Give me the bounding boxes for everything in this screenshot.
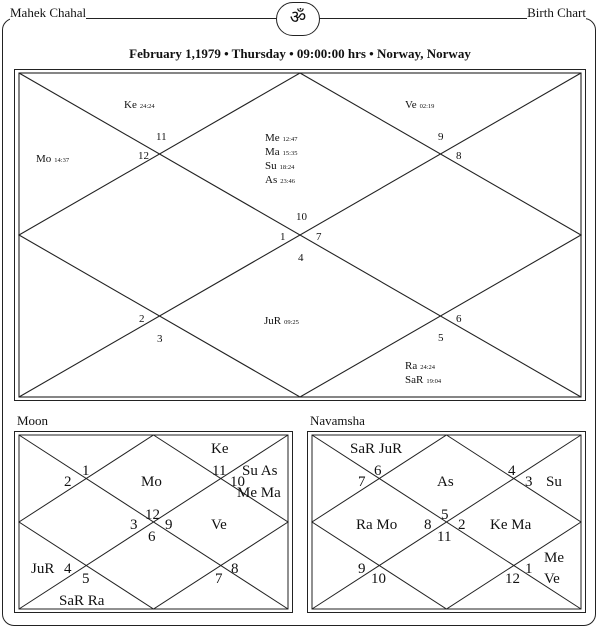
house-number: 5	[438, 332, 444, 344]
planet-ma: Ma 15:35	[265, 146, 298, 158]
house-number: 3	[525, 474, 533, 490]
house-number: 8	[456, 150, 462, 162]
house-number: 12	[505, 571, 520, 587]
planet-label: Me Ma	[237, 485, 281, 501]
planet-mo: Mo 14:37	[36, 153, 70, 165]
house-number: 7	[215, 571, 223, 587]
planet-label: Ra Mo	[356, 517, 398, 533]
house-number: 2	[458, 517, 466, 533]
house-number: 1	[525, 561, 533, 577]
planet-label: Ve	[544, 571, 560, 587]
house-number: 7	[358, 474, 366, 490]
moon-chart-title: Moon	[17, 413, 49, 428]
planet-label: Su	[546, 474, 562, 490]
birth-details: February 1,1979 • Thursday • 09:00:00 hrs • Norway, Norway	[129, 46, 471, 61]
navamsha-chart-title: Navamsha	[310, 413, 365, 428]
house-number: 5	[441, 507, 449, 523]
house-number: 10	[371, 571, 386, 587]
house-number: 6	[456, 313, 462, 325]
house-number: 5	[82, 571, 90, 587]
planet-jur: JuR 09:25	[264, 315, 299, 327]
planet-as: As 23:46	[265, 174, 296, 186]
planet-label: Ke	[211, 441, 229, 457]
house-number: 8	[424, 517, 432, 533]
planet-label: SaR Ra	[59, 593, 105, 609]
native-name: Mahek Chahal	[10, 5, 87, 20]
planet-label: Su As	[242, 463, 278, 479]
house-number: 2	[64, 474, 72, 490]
house-number: 4	[508, 463, 516, 479]
house-number: 11	[437, 529, 452, 545]
house-number: 12	[145, 507, 160, 523]
house-number: 10	[230, 474, 245, 490]
house-number: 4	[298, 252, 304, 264]
planet-label: JuR	[31, 561, 55, 577]
house-number: 1	[82, 463, 90, 479]
house-number: 7	[316, 231, 322, 243]
house-number: 8	[231, 561, 239, 577]
house-number: 3	[157, 333, 163, 345]
house-number: 4	[64, 561, 72, 577]
house-number: 2	[139, 313, 145, 325]
planet-sar: SaR 19:04	[405, 374, 442, 386]
planet-ra: Ra 24:24	[405, 360, 436, 372]
house-number: 3	[130, 517, 138, 533]
house-number: 6	[374, 463, 382, 479]
planet-label: Ve	[211, 517, 227, 533]
planet-ve: Ve 02:19	[405, 99, 435, 111]
planet-label: Mo	[141, 474, 162, 490]
house-number: 12	[138, 150, 149, 162]
planet-me: Me 12:47	[265, 132, 298, 144]
planet-label: Me	[544, 550, 564, 566]
house-number: 9	[358, 561, 366, 577]
house-number: 9	[438, 131, 444, 143]
chart-title: Birth Chart	[527, 5, 586, 20]
house-number: 11	[156, 131, 167, 143]
planet-label: Ke Ma	[490, 517, 532, 533]
house-number: 1	[280, 231, 286, 243]
planet-label: SaR JuR	[350, 441, 403, 457]
planet-label: As	[437, 474, 454, 490]
house-number: 10	[296, 211, 307, 223]
planet-ke: Ke 24:24	[124, 99, 155, 111]
planet-su: Su 18:24	[265, 160, 295, 172]
house-number: 6	[148, 529, 156, 545]
om-symbol-icon: ॐ	[276, 2, 320, 36]
house-number: 9	[165, 517, 173, 533]
house-number: 11	[212, 463, 227, 479]
